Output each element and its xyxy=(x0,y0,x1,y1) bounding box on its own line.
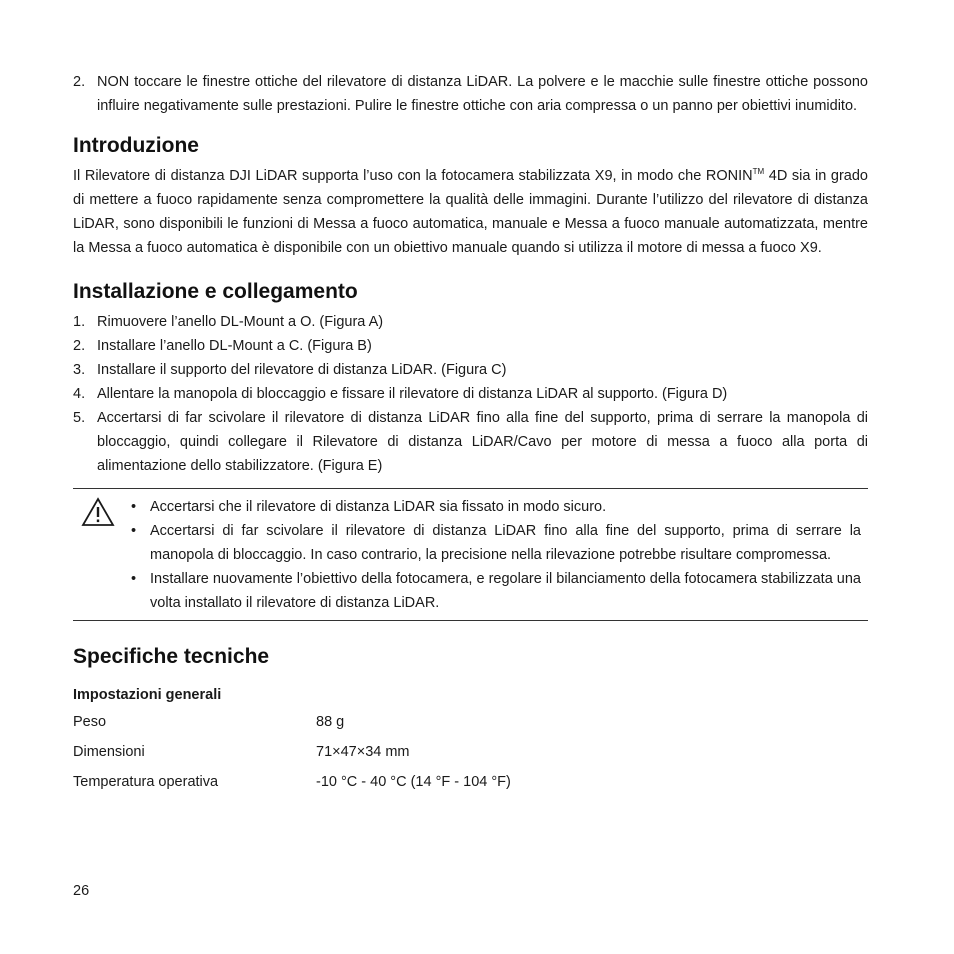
warning-triangle-icon xyxy=(81,497,115,527)
list-item-text: Installare l’anello DL-Mount a C. (Figura B) xyxy=(97,338,372,354)
introduction-paragraph xyxy=(73,164,868,260)
spec-value: 71×47×34 mm xyxy=(316,744,410,760)
list-item-text: Accertarsi di far scivolare il rilevatore di distanza LiDAR fino alla fine del supporto, prima di serrare la manopola di bloccaggio, quindi collegare il Rilevatore di distanza LiDAR/Cavo per motore di messa a fuoco alla porta di alimentazione dello stabilizzatore. (Figura E) xyxy=(97,410,868,474)
list-item xyxy=(73,406,868,478)
section-title-installation: Installazione e collegamento xyxy=(73,280,358,303)
spec-value: 88 g xyxy=(316,714,345,730)
list-item-number: 3. xyxy=(73,362,86,378)
page-content xyxy=(73,70,868,797)
precaution-list xyxy=(73,70,868,118)
trademark-mark: TM xyxy=(752,167,765,177)
section-title-specifications: Specifiche tecniche xyxy=(73,645,270,668)
list-item-text: Accertarsi di far scivolare il rilevatore di distanza LiDAR fino alla fine del supporto, prima di serrare la manopola di bloccaggio. In caso contrario, la precisione nella rilevazione potrebbe risultare compromessa. xyxy=(150,523,861,563)
introduction-text-part2: 4D sia in grado di mettere a fuoco rapidamente senza compromettere la qualità delle immagini. Durante l’utilizzo del rilevatore di distanza LiDAR, sono disponibili le funzioni di Messa a fuoco automatica, manuale e Messa a fuoco manuale automatizzata, mentre la Messa a fuoco automatica è disponibile con un obiettivo manuale quando si utilizza il motore di messa a fuoco X9. xyxy=(73,168,868,256)
specs-subtitle: Impostazioni generali xyxy=(73,687,222,703)
list-item xyxy=(73,358,868,382)
page-number: 26 xyxy=(73,883,90,899)
introduction-text-part1: Il Rilevatore di distanza DJI LiDAR supporta l’uso con la fotocamera stabilizzata X9, in modo che RONIN xyxy=(73,168,753,184)
list-item xyxy=(131,567,861,615)
list-item-text: Rimuovere l’anello DL-Mount a O. (Figura A) xyxy=(97,314,384,330)
bullet-mark: • xyxy=(131,499,137,515)
table-row xyxy=(73,767,868,797)
list-item-number: 2. xyxy=(73,74,86,90)
table-row xyxy=(73,737,868,767)
list-item xyxy=(73,382,868,406)
installation-steps xyxy=(73,310,868,478)
list-item-text: NON toccare le finestre ottiche del rilevatore di distanza LiDAR. La polvere e le macchie sulle finestre ottiche possono influire negativamente sulle prestazioni. Pulire le finestre ottiche con aria compressa o un panno per obiettivi inumidito. xyxy=(97,74,868,114)
list-item-text: Allentare la manopola di bloccaggio e fissare il rilevatore di distanza LiDAR al supporto. (Figura D) xyxy=(97,386,728,402)
list-item-number: 2. xyxy=(73,338,86,354)
bullet-mark: • xyxy=(131,523,137,539)
table-row xyxy=(73,707,868,737)
list-item-number: 1. xyxy=(73,314,86,330)
list-item xyxy=(73,70,868,118)
bullet-mark: • xyxy=(131,571,137,587)
list-item xyxy=(73,310,868,334)
specs-table xyxy=(73,707,868,797)
list-item xyxy=(73,334,868,358)
warning-notice-box xyxy=(73,488,868,621)
list-item-text: Installare nuovamente l’obiettivo della fotocamera, e regolare il bilanciamento della fotocamera stabilizzata una volta installato il rilevatore di distanza LiDAR. xyxy=(150,571,861,611)
list-item-text: Installare il supporto del rilevatore di distanza LiDAR. (Figura C) xyxy=(97,362,507,378)
list-item xyxy=(131,495,861,519)
warning-list xyxy=(73,495,868,615)
spec-label: Temperatura operativa xyxy=(73,774,219,790)
list-item xyxy=(131,519,861,567)
list-item-text: Accertarsi che il rilevatore di distanza LiDAR sia fissato in modo sicuro. xyxy=(150,499,607,515)
spec-label: Dimensioni xyxy=(73,744,145,760)
spec-label: Peso xyxy=(73,714,107,730)
list-item-number: 5. xyxy=(73,410,86,426)
spec-value: -10 °C - 40 °C (14 °F - 104 °F) xyxy=(316,774,511,790)
list-item-number: 4. xyxy=(73,386,86,402)
section-title-introduction: Introduzione xyxy=(73,134,199,157)
